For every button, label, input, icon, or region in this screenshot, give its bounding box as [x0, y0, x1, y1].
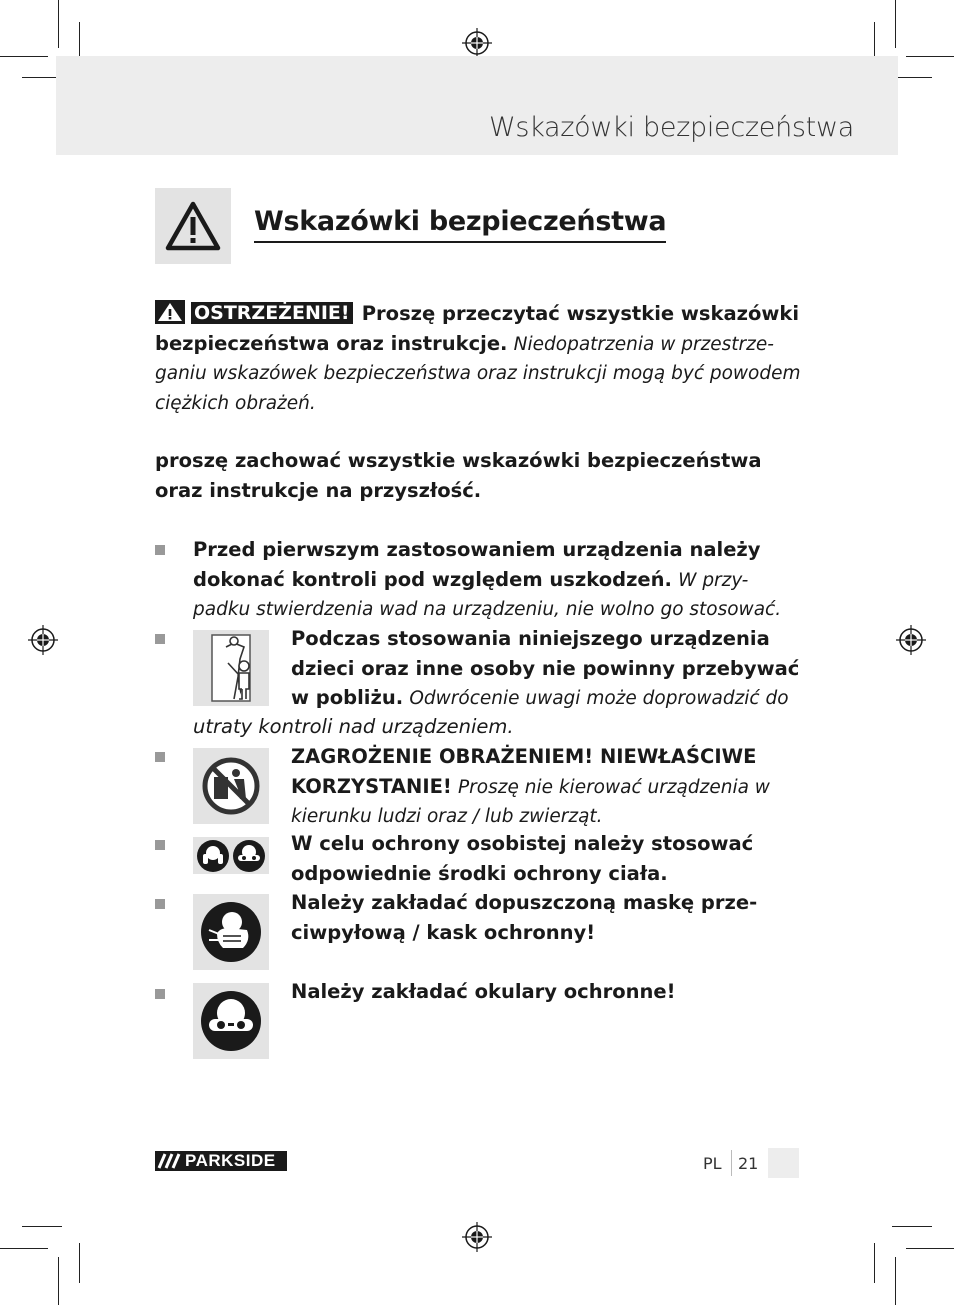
brand-slashes-icon: [155, 1151, 185, 1171]
crop-mark: [58, 0, 59, 48]
item-text-line: W celu ochrony osobistej należy stosować: [291, 832, 754, 855]
bullet-icon: [155, 634, 165, 644]
warning-detail: ganiu wskazówek bezpieczeństwa oraz instrukcji mogą być powodem: [155, 363, 801, 384]
item-text-line: Podczas stosowania niniejszego urządzenia: [291, 627, 770, 650]
bullet-icon: [155, 899, 165, 909]
warning-small-icon: [155, 300, 185, 324]
crop-mark: [58, 1257, 59, 1305]
safety-goggles-icon: [193, 983, 269, 1059]
list-item-continuation: utraty kontroli nad urządzeniem.: [193, 715, 514, 738]
warning-triangle-icon: [165, 201, 221, 251]
children-away-icon: [193, 630, 269, 706]
warning-box: [155, 188, 231, 264]
item-text-line: padku stwierdzenia wad na urządzeniu, nie wolno go stosować.: [193, 599, 782, 620]
crop-mark: [22, 1226, 62, 1227]
bullet-icon: [155, 752, 165, 762]
item-text-line: dzieci oraz inne osoby nie powinny przebywać: [291, 656, 800, 680]
warning-paragraph: [155, 299, 805, 418]
crop-mark: [906, 1248, 954, 1249]
list-item: [291, 829, 811, 888]
keep-notice: [155, 446, 805, 505]
item-text-line: ZAGROŻENIE OBRAŻENIEM! NIEWŁAŚCIWE: [291, 745, 757, 768]
keep-notice-line: oraz instrukcje na przyszłość.: [155, 478, 482, 502]
crop-mark: [906, 56, 954, 57]
crop-mark: [895, 1257, 896, 1305]
warning-line: [155, 299, 805, 329]
item-text-line: dokonać kontroli pod względem uszkodzeń.: [193, 567, 672, 591]
crop-mark: [892, 77, 932, 78]
footer-tab: [768, 1148, 799, 1178]
registration-mark-icon: [28, 625, 58, 655]
item-text-line: Należy zakładać dopuszczoną maskę prze-: [291, 891, 758, 914]
warning-detail: Niedopatrzenia w przestrze-: [513, 333, 774, 355]
item-text-line: ciwpyłową / kask ochronny!: [291, 920, 596, 944]
crop-mark: [79, 1243, 80, 1283]
registration-mark-icon: [896, 625, 926, 655]
crop-mark: [0, 1248, 48, 1249]
crop-mark: [0, 56, 48, 57]
registration-mark-icon: [462, 28, 492, 58]
warning-lead: bezpieczeństwa oraz instrukcje.: [155, 331, 508, 355]
bullet-icon: [155, 989, 165, 999]
item-text-line: KORZYSTANIE!: [291, 774, 452, 798]
item-text-line: Odwrócenie uwagi może doprowadzić do: [409, 688, 789, 709]
list-item: [291, 624, 811, 714]
item-text-line: W przy-: [678, 569, 749, 591]
bullet-icon: [155, 840, 165, 850]
eye-protection-icon: [232, 839, 266, 873]
warning-line: [155, 329, 805, 360]
page-number: 21: [738, 1154, 759, 1173]
item-text-line: kierunku ludzi oraz / lub zwierząt.: [291, 806, 603, 827]
warning-detail: ciężkich obrażeń.: [155, 392, 316, 414]
section-title: Wskazówki bezpieczeństwa: [254, 205, 666, 243]
crop-mark: [892, 1226, 932, 1227]
item-text-line: odpowiednie środki ochrony ciała.: [291, 861, 668, 885]
no-aiming-at-people-icon: [193, 748, 269, 824]
list-item: [193, 535, 805, 625]
brand-logo: [155, 1151, 287, 1171]
item-text-line: Proszę nie kierować urządzenia w: [458, 776, 770, 798]
keep-notice-line: proszę zachować wszystkie wskazówki bezpieczeństwa: [155, 449, 762, 472]
list-item: [291, 977, 811, 1007]
item-text-line: Należy zakładać okulary ochronne!: [291, 980, 676, 1003]
list-item: [291, 888, 811, 947]
crop-mark: [874, 1243, 875, 1283]
warning-tag: OSTRZEŻENIE!: [191, 302, 353, 324]
language-code: PL: [703, 1154, 722, 1173]
page-title: Wskazówki bezpieczeństwa: [489, 112, 854, 143]
crop-mark: [895, 0, 896, 48]
footer-divider: [731, 1150, 732, 1176]
bullet-icon: [155, 545, 165, 555]
warning-lead: Proszę przeczytać wszystkie wskazówki: [361, 302, 800, 325]
item-text-line: w pobliżu.: [291, 686, 404, 709]
brand-name: PARKSIDE: [185, 1151, 276, 1170]
list-item: [291, 742, 811, 832]
ear-protection-icon: [196, 839, 230, 873]
registration-mark-icon: [462, 1222, 492, 1252]
dust-mask-icon: [193, 894, 269, 970]
item-text-line: Przed pierwszym zastosowaniem urządzenia należy: [193, 538, 761, 561]
ear-and-eye-protection-icon: [193, 837, 269, 874]
